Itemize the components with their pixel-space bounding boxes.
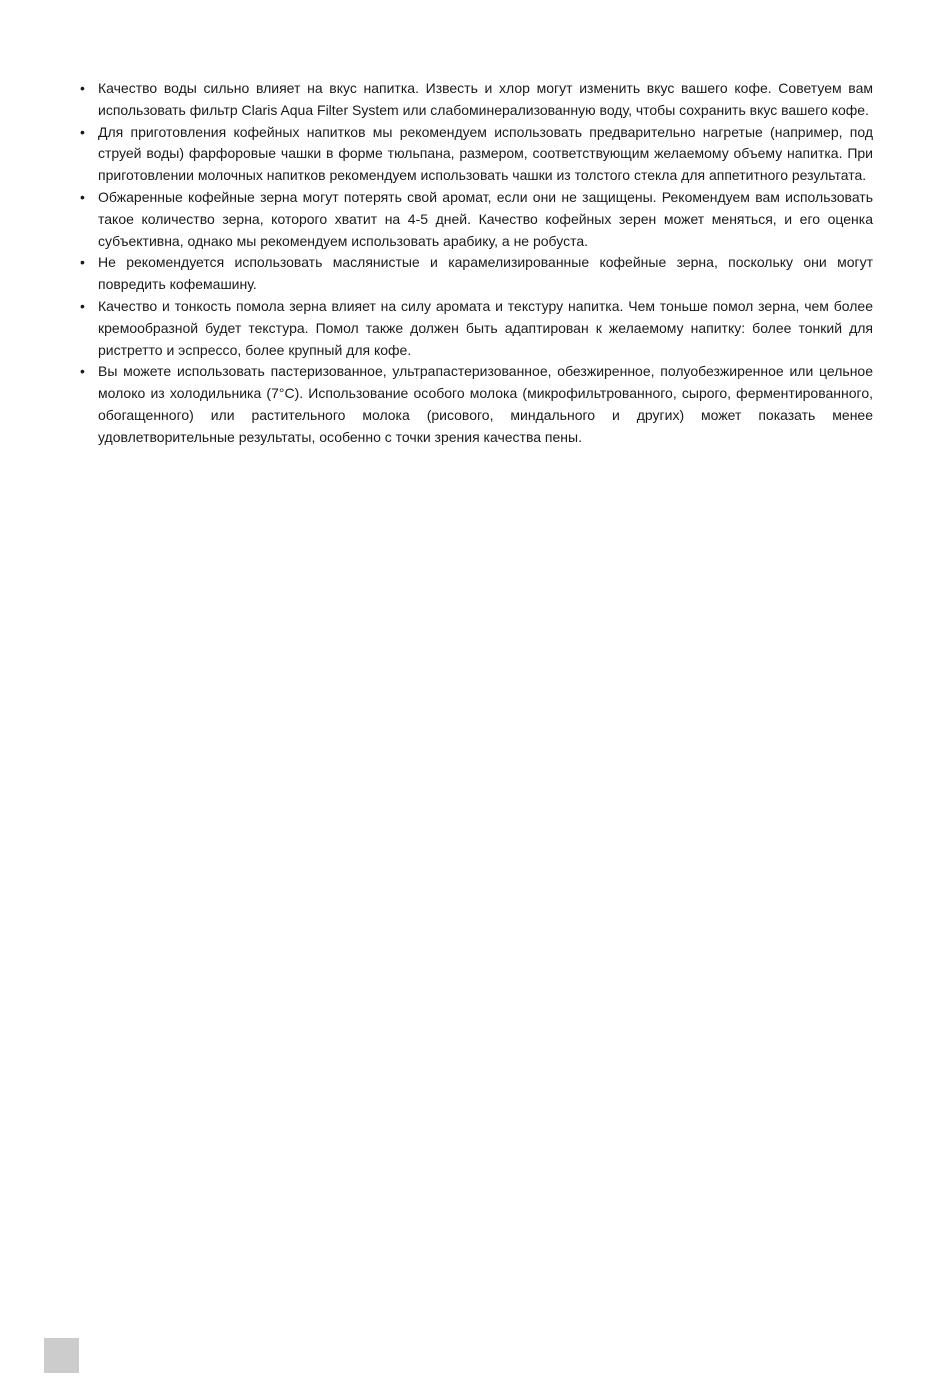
bullet-icon: • [80, 363, 85, 380]
tip-text: Обжаренные кофейные зерна могут потерять свой аромат, если они не защищены. Рекомендуем вам использовать такое количество зерна, которого хватит на 4-5 дней. Качество кофейных зерен может меняться, и его оценка субъективна, однако мы рекомендуем использовать арабику, а не робуста. [98, 188, 873, 249]
list-item [80, 252, 873, 296]
bullet-icon: • [80, 188, 85, 205]
list-item [80, 361, 873, 448]
bullet-icon: • [80, 254, 85, 271]
list-item [80, 296, 873, 361]
tips-list [80, 78, 873, 449]
list-item [80, 78, 873, 122]
tip-text: Не рекомендуется использовать маслянистые и карамелизированные кофейные зерна, поскольку они могут повредить кофемашину. [98, 254, 873, 293]
page-content [80, 78, 873, 449]
page-number-marker [44, 1338, 79, 1373]
tip-text: Качество и тонкость помола зерна влияет на силу аромата и текстуру напитка. Чем тоньше помол зерна, чем более кремообразной будет текстура. Помол также должен быть адаптирован к желаемому напитку: более тонкий для ристретто и эспрессо, более крупный для кофе. [98, 297, 873, 358]
tip-text: Для приготовления кофейных напитков мы рекомендуем использовать предварительно нагретые (например, под струей воды) фарфоровые чашки в форме тюльпана, размером, соответствующим желаемому объему напитка. При приготовлении молочных напитков рекомендуем использовать чашки из толстого стекла для аппетитного результата. [98, 123, 873, 184]
bullet-icon: • [80, 123, 85, 140]
bullet-icon: • [80, 297, 85, 314]
bullet-icon: • [80, 80, 85, 96]
tip-text: Качество воды сильно влияет на вкус напитка. Известь и хлор могут изменить вкус вашего кофе. Советуем вам использовать фильтр Claris Aqua Filter System или слабоминерализованную воду, чтобы сохранить вкус вашего кофе. [98, 80, 873, 118]
list-item [80, 122, 873, 187]
tip-text: Вы можете использовать пастеризованное, ультрапастеризованное, обезжиренное, полуобезжиренное или цельное молоко из холодильника (7°C). Использование особого молока (микрофильтрованного, сырого, ферментированного, обогащенного) или растительного молока (рисового, миндального и других) может показать менее удовлетворительные результаты, особенно с точки зрения качества пены. [98, 363, 873, 445]
list-item [80, 187, 873, 252]
